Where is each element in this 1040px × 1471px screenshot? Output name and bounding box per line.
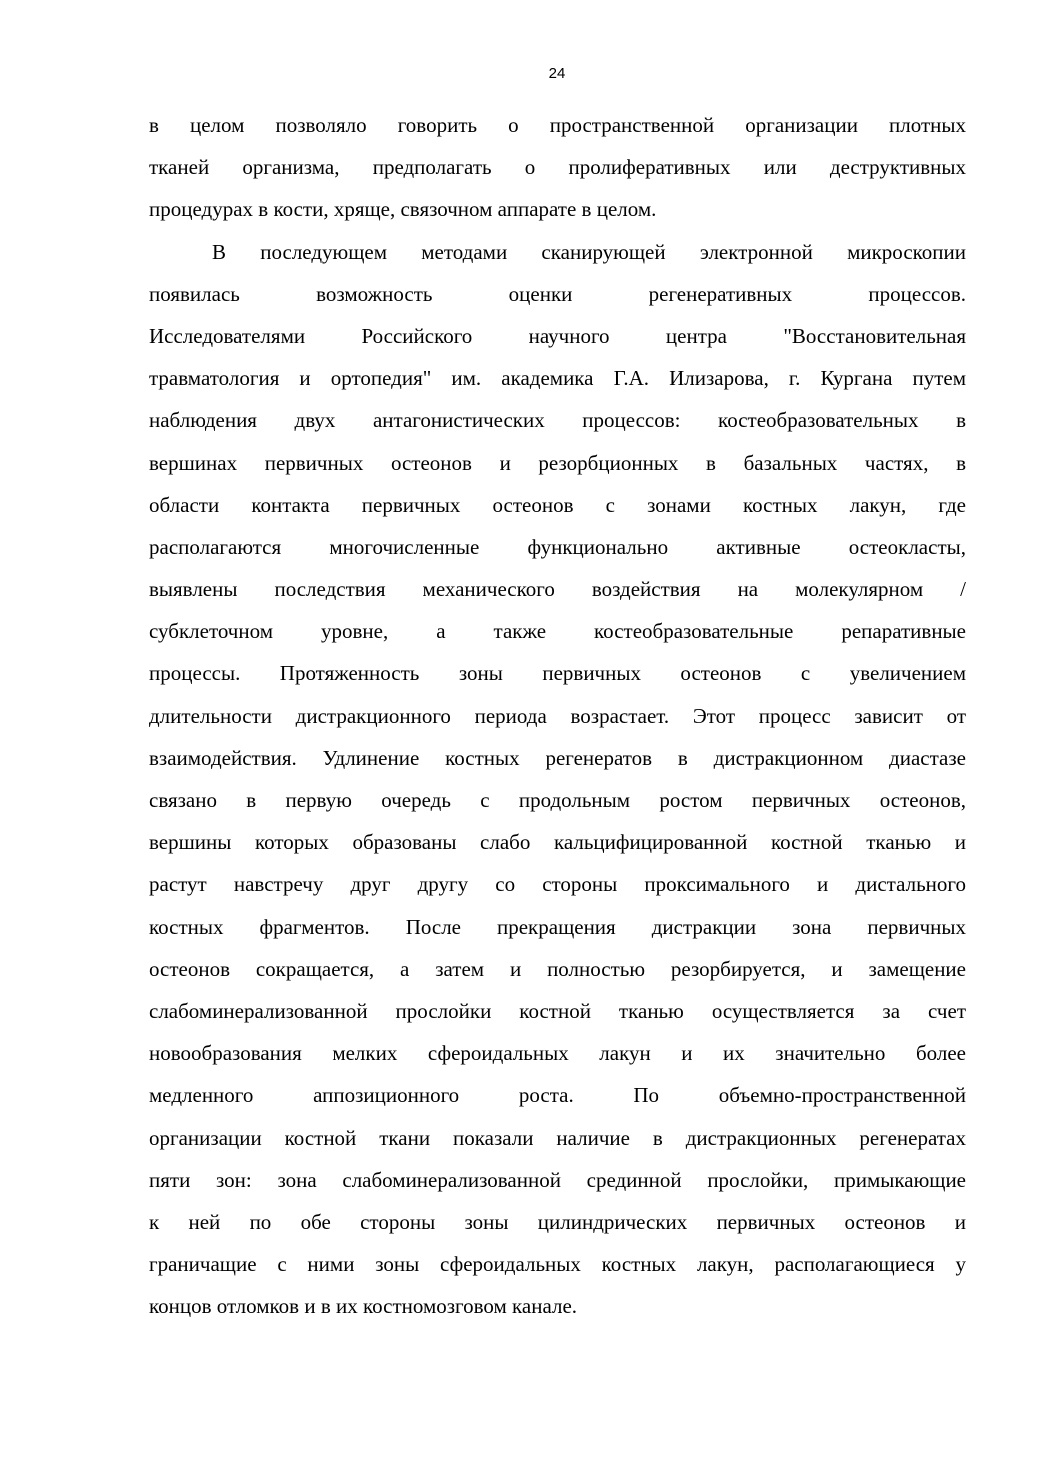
text-line: пяти зон: зона слабоминерализованной срединной прослойки, примыкающие	[149, 1167, 966, 1192]
text-line: костных фрагментов. После прекращения дистракции зона первичных	[149, 914, 966, 939]
text-line: остеонов сокращается, а затем и полностью резорбируется, и замещение	[149, 956, 966, 981]
text-line: области контакта первичных остеонов с зонами костных лакун, где	[149, 492, 966, 517]
text-line: граничащие с ними зоны сфероидальных костных лакун, располагающиеся у	[149, 1252, 966, 1277]
text-line: связано в первую очередь с продольным ростом первичных остеонов,	[149, 788, 966, 812]
text-line: слабоминерализованной прослойки костной тканью осуществляется за счет	[149, 998, 966, 1023]
page-number: 24	[548, 65, 566, 82]
body-text	[149, 104, 966, 1327]
text-line: концов отломков и в их костномозговом канале.	[149, 1294, 578, 1319]
text-line: тканей организма, предполагать о пролиферативных или деструктивных	[149, 155, 966, 180]
text-line: вершинах первичных остеонов и резорбционных в базальных частях, в	[149, 450, 966, 475]
paragraph-2	[149, 231, 966, 1328]
text-line: к ней по обе стороны зоны цилиндрических первичных остеонов и	[149, 1209, 966, 1234]
text-line: травматология и ортопедия" им. академика Г.А. Илизарова, г. Кургана путем	[149, 366, 966, 391]
text-line: Исследователями Российского научного центра "Восстановительная	[149, 323, 966, 348]
text-line: медленного аппозиционного роста. По объемно-пространственной	[149, 1083, 966, 1108]
text-line: вершины которых образованы слабо кальцифицированной костной тканью и	[149, 830, 966, 855]
text-line: субклеточном уровне, а также костеобразовательные репаративные	[149, 619, 966, 644]
text-line: новообразования мелких сфероидальных лакун и их значительно более	[149, 1041, 966, 1066]
text-line: В последующем методами сканирующей электронной микроскопии	[212, 239, 966, 264]
paragraph-1	[149, 104, 966, 231]
text-line: процессы. Протяженность зоны первичных остеонов с увеличением	[149, 661, 966, 686]
text-line: выявлены последствия механического воздействия на молекулярном /	[149, 577, 966, 602]
text-line: появилась возможность оценки регенеративных процессов.	[149, 281, 966, 306]
text-line: растут навстречу друг другу со стороны проксимального и дистального	[149, 872, 966, 897]
text-line: длительности дистракционного периода возрастает. Этот процесс зависит от	[149, 703, 966, 728]
text-line: процедурах в кости, хряще, связочном аппарате в целом.	[149, 197, 657, 222]
text-line: располагаются многочисленные функционально активные остеокласты,	[149, 534, 966, 559]
text-line: организации костной ткани показали наличие в дистракционных регенератах	[149, 1125, 966, 1150]
text-line: в целом позволяло говорить о пространственной организации плотных	[149, 113, 966, 137]
text-line: наблюдения двух антагонистических процессов: костеобразовательных в	[149, 408, 966, 433]
text-line: взаимодействия. Удлинение костных регенератов в дистракционном диастазе	[149, 745, 966, 770]
